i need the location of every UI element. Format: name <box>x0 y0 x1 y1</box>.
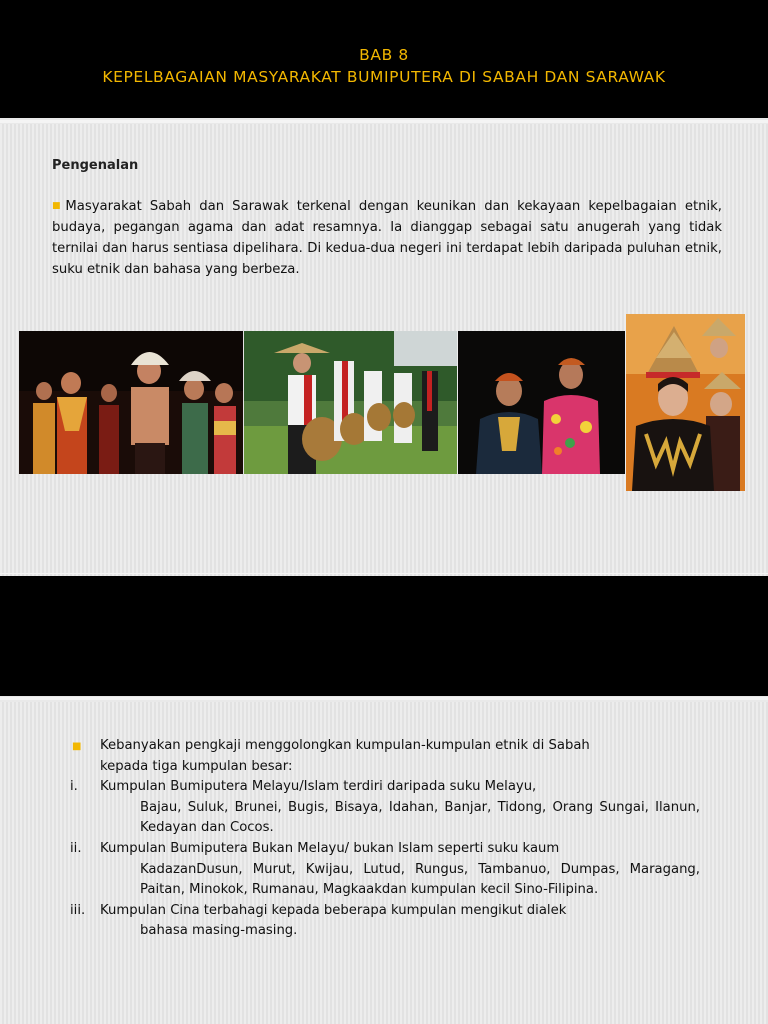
list-marker: ii. <box>70 840 82 856</box>
divider <box>0 120 768 123</box>
title-band <box>0 0 768 118</box>
list-item-rest: KadazanDusun, Murut, Kwijau, Lutud, Rungus, Tambanuo, Dumpas, Maragang, Paitan, Minokok, Rumanau, Magkaakdan kumpulan kecil Sino-Filipina. <box>140 861 700 898</box>
slide-2 <box>0 576 768 1024</box>
slide-body <box>0 702 768 1024</box>
list-item <box>70 777 700 839</box>
intro-paragraph <box>52 196 722 280</box>
intro-text: Masyarakat Sabah dan Sarawak terkenal dengan keunikan dan kekayaan kepelbagaian etnik, budaya, pegangan agama dan adat resamnya. Ia dianggap sebagai satu anugerah yang tidak ternilai dan harus sentiasa dipelihara. Di kedua-dua negeri ini terdapat lebih daripada puluhan etnik, suku etnik dan bahasa yang berbeza. <box>52 199 722 277</box>
photo-elder-women <box>458 331 625 474</box>
chapter-number: BAB 8 <box>359 46 409 64</box>
list-item <box>70 839 700 901</box>
intro-line-2: kepada tiga kumpulan besar: <box>100 758 293 774</box>
intro-line-1: Kebanyakan pengkaji menggolongkan kumpulan-kumpulan etnik di Sabah <box>100 738 590 753</box>
ethnic-group-list <box>70 736 700 942</box>
list-item-rest: bahasa masing-masing. <box>140 923 298 939</box>
bullet-icon: ■ <box>52 201 65 211</box>
list-marker: iii. <box>70 902 86 918</box>
divider <box>0 573 768 574</box>
chapter-title: KEPELBAGAIAN MASYARAKAT BUMIPUTERA DI SABAH DAN SARAWAK <box>102 68 666 86</box>
title-band <box>0 576 768 696</box>
section-heading: Pengenalan <box>52 158 139 173</box>
list-item-first-line: Kumpulan Cina terbahagi kepada beberapa kumpulan mengikut dialek <box>100 902 567 918</box>
slide-body <box>0 124 768 576</box>
photo-woman-headdress <box>626 314 745 491</box>
list-intro <box>70 736 700 777</box>
list-item-first-line: Kumpulan Bumiputera Bukan Melayu/ bukan Islam seperti suku kaum <box>100 840 560 856</box>
photo-dancers-group <box>19 331 243 474</box>
photo-basket-dancers <box>244 331 457 474</box>
divider <box>0 697 768 700</box>
list-item-first-line: Kumpulan Bumiputera Melayu/Islam terdiri daripada suku Melayu, <box>100 779 537 795</box>
list-item <box>70 901 700 942</box>
bullet-icon: ■ <box>72 741 82 752</box>
list-marker: i. <box>70 779 78 795</box>
list-item-rest: Bajau, Suluk, Brunei, Bugis, Bisaya, Idahan, Banjar, Tidong, Orang Sungai, Ilanun, Kedayan dan Cocos. <box>140 799 700 836</box>
